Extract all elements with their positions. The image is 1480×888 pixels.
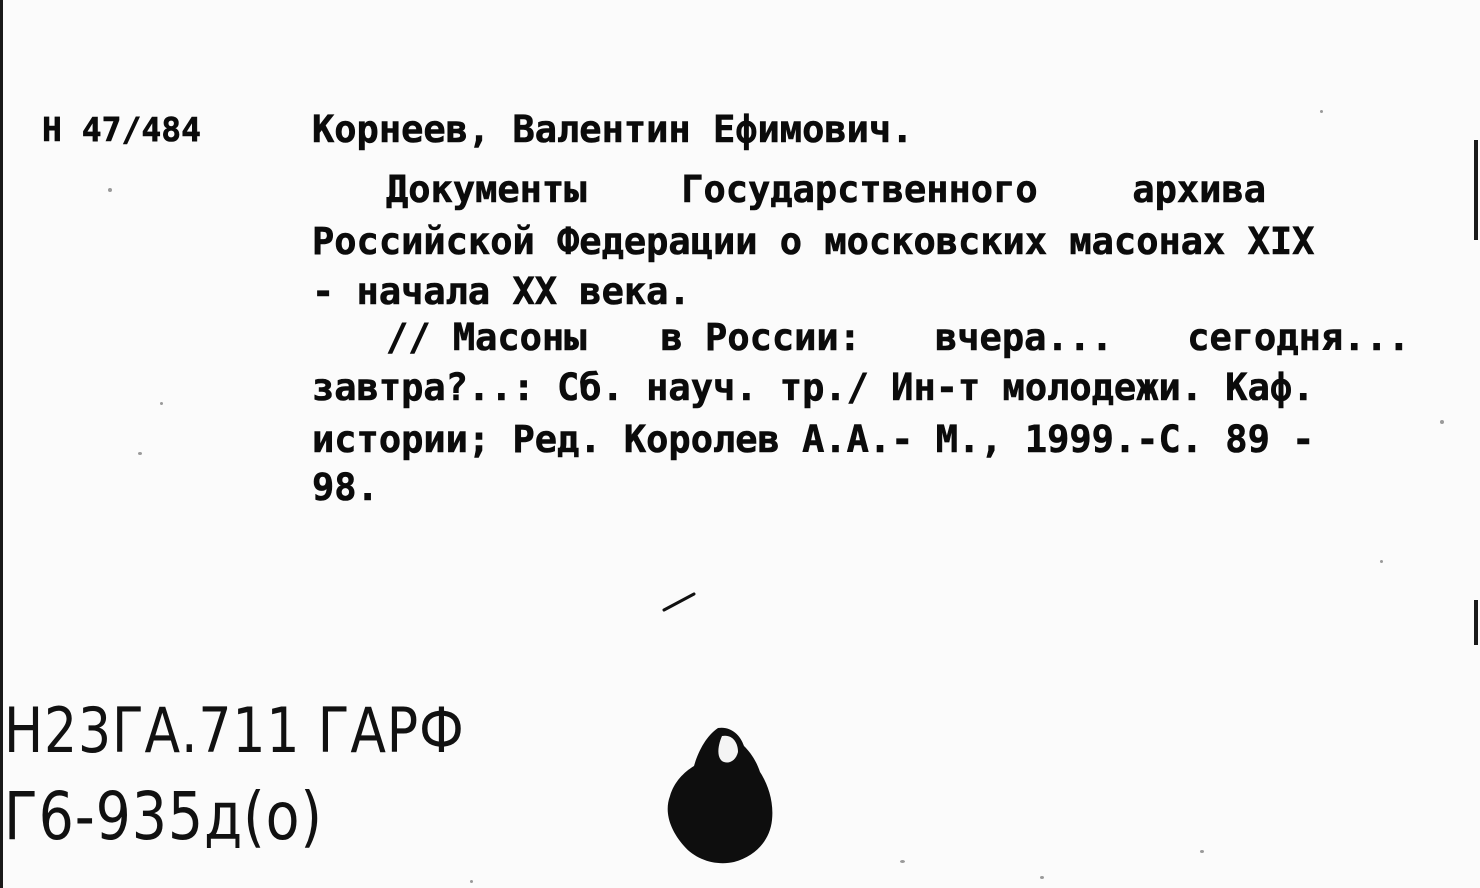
source-line-3: истории; Ред. Королев А.А.- М., 1999.-С. 89 - [312, 418, 1315, 461]
source-line-4: 98. [312, 466, 379, 509]
source-part: сегодня... [1187, 316, 1410, 359]
source-line-2: завтра?..: Сб. науч. тр./ Ин-т молодежи. Каф. [312, 366, 1315, 409]
author-heading: Корнеев, Валентин Ефимович. [312, 108, 914, 151]
speckle [1440, 420, 1444, 424]
source-part: вчера... [935, 316, 1114, 359]
shelfmark: Н 47/484 [42, 110, 201, 149]
speckle [1380, 560, 1383, 563]
speckle [470, 880, 473, 883]
speckle [160, 402, 163, 405]
card-left-edge [0, 0, 3, 888]
pen-stroke-mark [660, 590, 700, 614]
card-right-edge-lower [1474, 600, 1478, 645]
speckle [138, 452, 142, 455]
title-line-2: Российской Федерации о московских масонах XIX [312, 220, 1315, 263]
source-line-1 [312, 312, 1410, 364]
title-line-3: - начала XX века. [312, 270, 691, 313]
source-part: // Масоны [386, 316, 587, 359]
title-word: Государственного [681, 168, 1038, 211]
handwritten-code: Г6-935д(о) [4, 778, 323, 855]
speckle [1320, 110, 1323, 113]
speckle [900, 860, 905, 863]
card-right-edge [1474, 140, 1478, 240]
speckle [108, 188, 112, 192]
source-part: в России: [660, 316, 861, 359]
title-word: архива [1132, 168, 1266, 211]
speckle [1040, 876, 1044, 879]
title-line-1 [312, 164, 1366, 216]
punch-hole-blot [660, 722, 780, 867]
speckle [1200, 850, 1204, 853]
handwritten-shelfmark: Н23ГА.711 ГАРФ [4, 694, 465, 767]
title-word: Документы [386, 168, 587, 211]
